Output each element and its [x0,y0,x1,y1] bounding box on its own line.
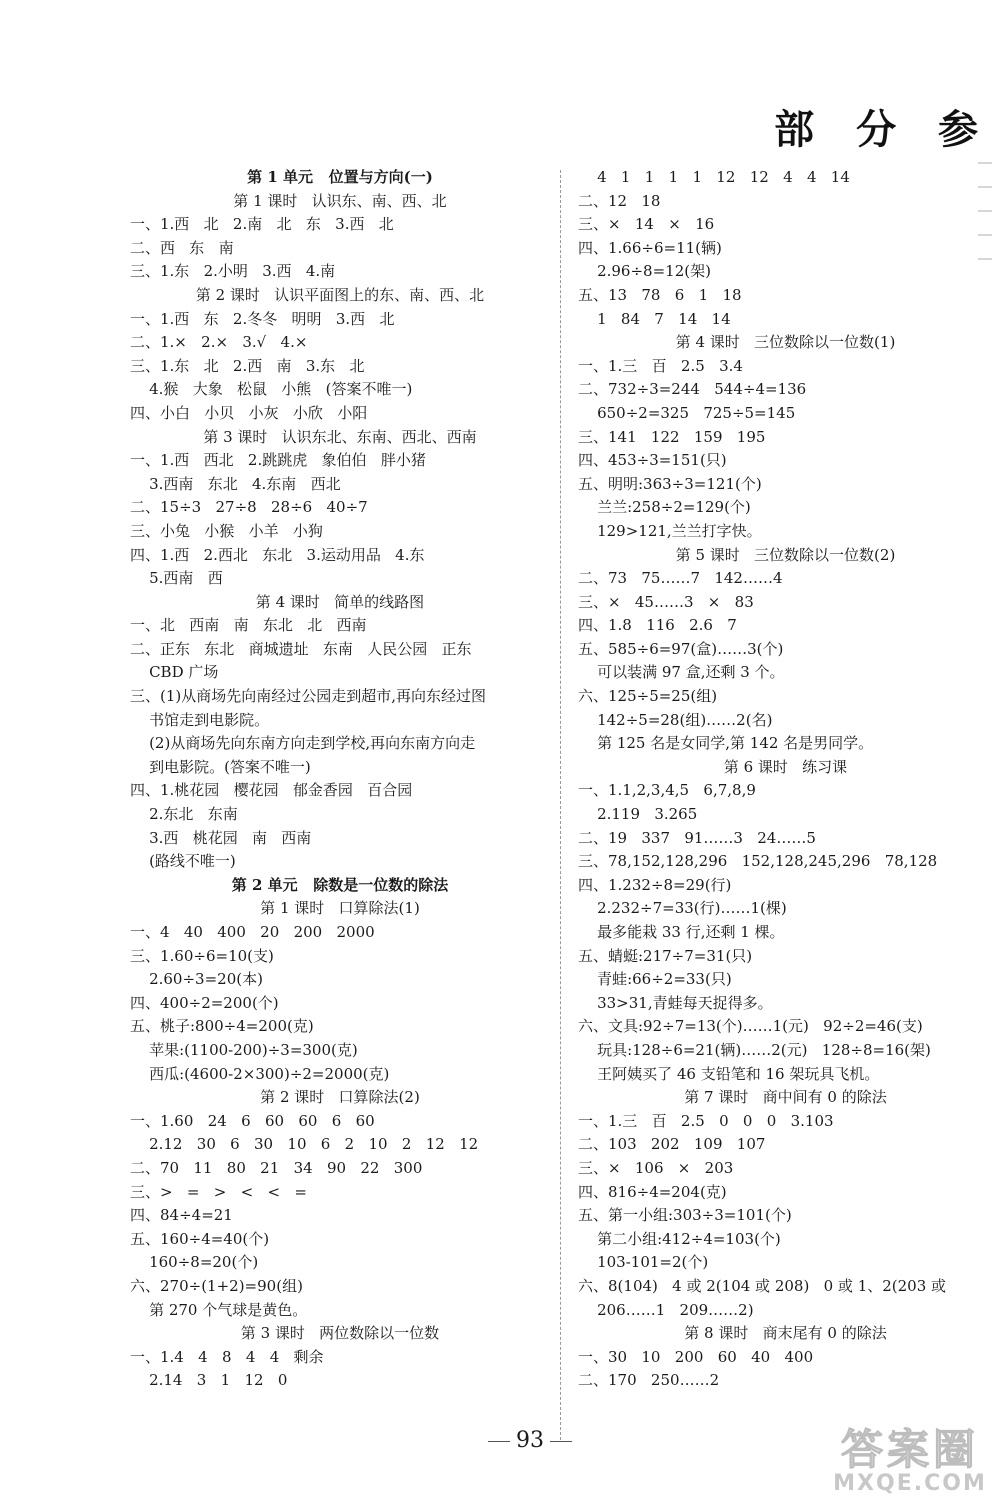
answer-line: 四、400÷2=200(个) [130,993,279,1012]
answer-line: 五、13 78 6 1 18 [578,285,742,304]
answer-line: 五、明明:363÷3=121(个) [578,474,762,493]
answer-line: 二、70 11 80 21 34 90 22 300 [130,1158,423,1177]
answer-line: 四、1.西 2.西北 东北 3.运动用品 4.东 [130,545,425,564]
answer-line: 五、585÷6=97(盒)……3(个) [578,639,784,658]
answer-line: 四、1.8 116 2.6 7 [578,616,737,635]
answer-line: 四、1.232÷8=29(行) [578,875,732,894]
answer-line: 四、1.66÷6=11(辆) [578,238,722,257]
lesson-heading: 第 3 课时 两位数除以一位数 [240,1324,440,1343]
lesson-heading: 第 7 课时 商中间有 0 的除法 [684,1088,887,1107]
answer-line: 4.猴 大象 松鼠 小熊 (答案不唯一) [130,380,413,399]
lesson-heading: 第 8 课时 商末尾有 0 的除法 [684,1324,887,1343]
answer-line: (2)从商场先向东南方向走到学校,再向东南方向走 [130,734,476,753]
answer-line: 六、文具:92÷7=13(个)……1(元) 92÷2=46(支) [578,1017,923,1036]
answer-line: 五、160÷4=40(个) [130,1229,270,1248]
answer-line: 129>121,兰兰打字快。 [578,521,762,540]
answer-line: 五、桃子:800÷4=200(克) [130,1017,314,1036]
answer-line: 103-101=2(个) [578,1253,709,1272]
answer-line: 西瓜:(4600-2×300)÷2=2000(克) [130,1064,390,1083]
answer-line: 2.14 3 1 12 0 [130,1371,288,1390]
answer-line: 三、× 106 × 203 [578,1158,734,1177]
answer-line: 二、正东 东北 商城遗址 东南 人民公园 正东 [130,639,472,658]
answer-line: 到电影院。(答案不唯一) [130,757,311,776]
answer-line: 一、1.4 4 8 4 4 剩余 [130,1347,324,1366]
answer-line: 二、732÷3=244 544÷4=136 [578,380,807,399]
column-divider [560,170,561,1440]
answer-line: 三、1.东 2.小明 3.西 4.南 [130,262,336,281]
answer-line: 书馆走到电影院。 [130,710,270,729]
answer-line: 三、小兔 小猴 小羊 小狗 [130,521,323,540]
answer-line: 三、141 122 159 195 [578,427,766,446]
answer-line: 3.西 桃花园 南 西南 [130,828,312,847]
answer-line: 一、1.西 北 2.南 北 东 3.西 北 [130,215,394,234]
unit-heading: 第 1 单元 位置与方向(一) [247,168,433,186]
answer-line: 第 125 名是女同学,第 142 名是男同学。 [578,734,874,753]
answer-line: 最多能栽 33 行,还剩 1 棵。 [578,923,785,941]
answer-line: 四、小白 小贝 小灰 小欣 小阳 [130,403,368,422]
answer-line: 六、8(104) 4 或 2(104 或 208) 0 或 1、2(203 或 [578,1276,947,1295]
answer-line: 206……1 209……2) [578,1300,754,1319]
page-number-text: 93 [516,1428,544,1453]
answer-line: 六、270÷(1+2)=90(组) [130,1276,303,1295]
answer-line: 五、蜻蜓:217÷7=31(只) [578,946,753,965]
lesson-heading: 第 3 课时 认识东北、东南、西北、西南 [203,427,477,446]
answer-line: 二、19 337 91……3 24……5 [578,828,816,847]
answer-line: 苹果:(1100-200)÷3=300(克) [130,1040,358,1059]
answer-line: 第 270 个气球是黄色。 [130,1300,308,1319]
answer-line: 兰兰:258÷2=129(个) [578,498,751,517]
answer-line: 一、北 西南 南 东北 北 西南 [130,616,367,635]
answer-line: 可以装满 97 盒,还剩 3 个。 [578,663,785,682]
lesson-heading: 第 2 课时 口算除法(2) [260,1088,420,1107]
answer-line: 二、1.× 2.× 3.√ 4.× [130,333,308,352]
answer-line: 2.96÷8=12(架) [578,262,711,281]
lesson-heading: 第 4 课时 简单的线路图 [255,592,425,611]
watermark-logo [830,1417,990,1497]
answer-line: 王阿姨买了 46 支铅笔和 16 架玩具飞机。 [578,1064,880,1083]
answer-line: 四、84÷4=21 [130,1206,233,1225]
answer-line: 玩具:128÷6=21(辆)……2(元) 128÷8=16(架) [578,1040,931,1059]
answer-line: 四、453÷3=151(只) [578,451,727,470]
lesson-heading: 第 5 课时 三位数除以一位数(2) [675,545,896,564]
lesson-heading: 第 1 课时 口算除法(1) [260,899,420,918]
answer-line: 650÷2=325 725÷5=145 [578,403,796,422]
page-number-dash-right [550,1441,572,1442]
watermark-title: 答案圈 [840,1425,979,1474]
answer-line: 二、103 202 109 107 [578,1135,766,1154]
answer-line: 二、12 18 [578,191,661,210]
answer-line: CBD 广场 [130,663,219,682]
answer-line: 五、第一小组:303÷3=101(个) [578,1206,792,1225]
answer-line: 1 84 7 14 14 [578,309,731,328]
lesson-heading: 第 1 课时 认识东、南、西、北 [233,191,447,210]
answer-line: 二、170 250……2 [578,1371,720,1390]
answer-line: 一、1.西 东 2.冬冬 明明 3.西 北 [130,309,395,328]
answer-line: 三、(1)从商场先向南经过公园走到超市,再向东经过图 [130,687,487,706]
lesson-heading: 第 6 课时 练习课 [723,757,848,776]
answer-line: 3.西南 东北 4.东南 西北 [130,474,341,493]
answer-line: 六、125÷5=25(组) [578,687,718,706]
answer-line: 一、1.三 百 2.5 0 0 0 3.103 [578,1111,834,1130]
answer-line: 二、73 75……7 142……4 [578,569,783,588]
answer-line: 2.232÷7=33(行)……1(棵) [578,899,787,918]
answer-line: 一、30 10 200 60 40 400 [578,1347,814,1366]
answer-line: 一、4 40 400 20 200 2000 [130,923,375,941]
lesson-heading: 第 4 课时 三位数除以一位数(1) [675,333,896,352]
right-answer-column [578,166,993,1393]
answer-line: 四、816÷4=204(克) [578,1182,727,1201]
answer-line: 三、> = > < < = [130,1182,307,1201]
watermark-url: MXQE.COM [833,1471,987,1496]
answer-line: 4 1 1 1 1 12 12 4 4 14 [578,168,850,186]
answer-line: 142÷5=28(组)……2(名) [578,710,773,729]
page-number [470,1428,590,1453]
answer-line: 四、1.桃花园 樱花园 郁金香园 百合园 [130,781,413,800]
answer-line: 三、1.东 北 2.西 南 3.东 北 [130,356,365,375]
answer-line: 33>31,青蛙每天捉得多。 [578,993,773,1012]
answer-line: 160÷8=20(个) [130,1253,259,1272]
answer-line: 三、78,152,128,296 152,128,245,296 78,128 [578,852,938,871]
answer-line: 青蛙:66÷2=33(只) [578,970,732,989]
lesson-heading: 第 2 课时 认识平面图上的东、南、西、北 [195,285,485,304]
answer-line: 5.西南 西 [130,569,223,588]
answer-line: 2.12 30 6 30 10 6 2 10 2 12 12 [130,1135,479,1154]
answer-line: 2.东北 东南 [130,805,238,824]
page-number-dash-left [488,1441,510,1442]
left-answer-column [130,166,550,1393]
answer-line: 三、1.60÷6=10(支) [130,946,274,965]
answer-line: 三、× 45……3 × 83 [578,592,754,611]
answer-line: 第二小组:412÷4=103(个) [578,1229,781,1248]
answer-line: 2.60÷3=20(本) [130,970,263,989]
answer-line: 一、1.西 西北 2.跳跳虎 象伯伯 胖小猪 [130,451,426,470]
unit-heading: 第 2 单元 除数是一位数的除法 [231,875,449,894]
answer-line: 三、× 14 × 16 [578,215,715,234]
answer-line: 二、西 东 南 [130,238,234,257]
answer-line: 一、1.1,2,3,4,5 6,7,8,9 [578,781,756,800]
answer-line: 2.119 3.265 [578,805,698,824]
page-title: 部 分 参 [774,106,992,153]
answer-line: (路线不唯一) [130,852,236,871]
answer-line: 一、1.60 24 6 60 60 6 60 [130,1111,375,1130]
answer-line: 二、15÷3 27÷8 28÷6 40÷7 [130,498,368,517]
answer-line: 一、1.三 百 2.5 3.4 [578,356,743,375]
